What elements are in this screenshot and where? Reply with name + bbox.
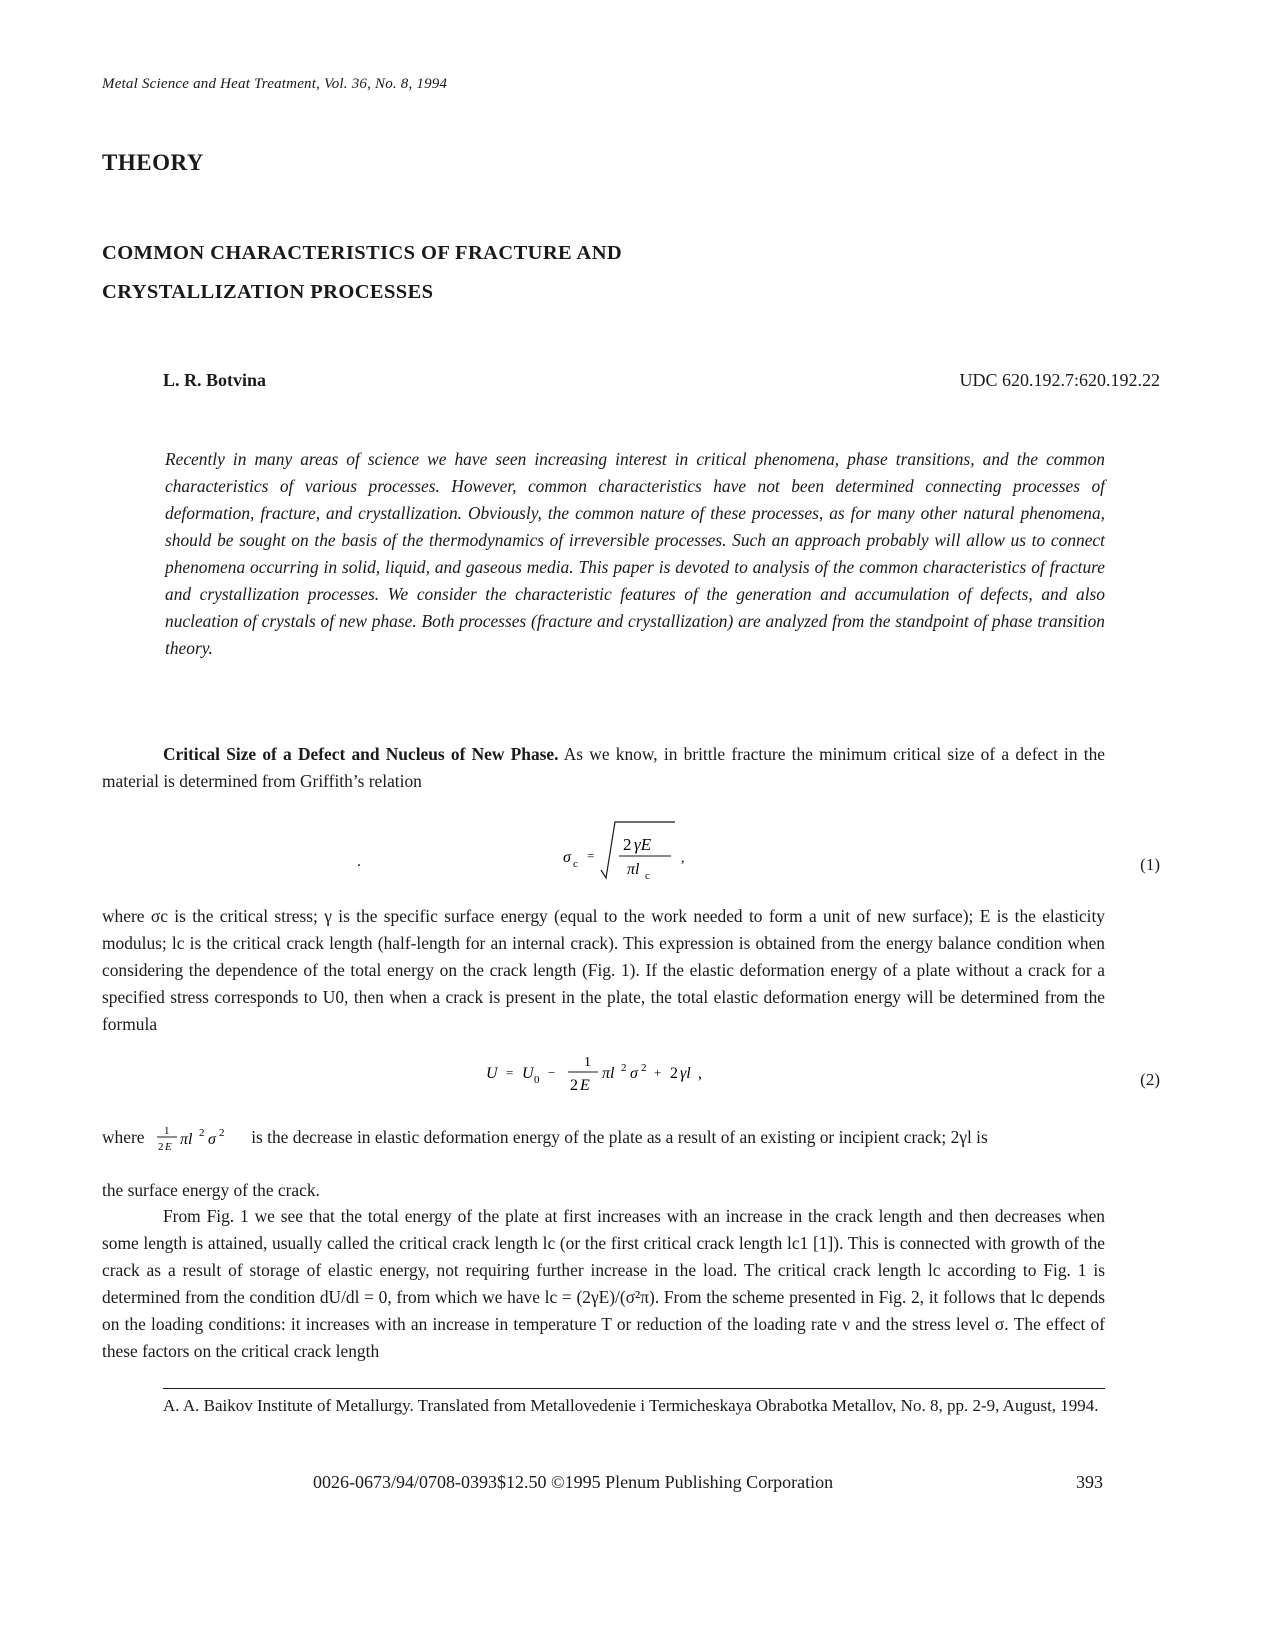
svg-text:E: E [580,1077,590,1094]
svg-text:E: E [164,1141,172,1153]
abstract: Recently in many areas of science we have seen increasing interest in critical phenomena, phase transitions, and the common characteristics of various processes. However, common characteristics have not been determined connecting processes of deformation, fracture, and crystallization. Obviously, the common nature of these processes, as for many other natural phenomena, should be sought on the basis of the thermodynamics of irreversible processes. Such an approach probably will allow us to connect phenomena occurring in solid, liquid, and gaseous media. This paper is devoted to analysis of the common characteristics of fracture and crystallization processes. We consider the characteristic features of the generation and accumulation of defects, and also nucleation of crystals of new phase. Both processes (fracture and crystallization) are analyzed from the standpoint of phase transition theory. [165,449,1105,658]
svg-text:2: 2 [218,1127,225,1139]
title-line-1: COMMON CHARACTERISTICS OF FRACTURE AND [102,242,623,264]
stray-dot: . [357,853,361,870]
svg-text:c: c [645,870,650,882]
subsection-heading: Critical Size of a Defect and Nucleus of New Phase. [163,744,559,764]
svg-text:γl: γl [680,1065,691,1082]
svg-text:πl: πl [179,1131,193,1148]
where-word: where [102,1127,145,1147]
svg-text:1: 1 [163,1125,170,1137]
equation-2-number: (2) [1140,1070,1160,1089]
paragraph-surface-energy: the surface energy of the crack. [102,1180,320,1200]
equation-1-number: (1) [1140,855,1160,874]
svg-text:2: 2 [570,1077,578,1094]
svg-text:2: 2 [621,1062,627,1074]
svg-text:1: 1 [584,1055,591,1070]
author-name: L. R. Botvina [163,370,267,390]
footnote-affiliation: A. A. Baikov Institute of Metallurgy. Translated from Metallovedenie i Termicheskaya Obrabotka Metallov, No. 8, pp. 2-9, August, 1994. [163,1396,1099,1415]
paragraph-energy-decrease [102,1122,1105,1156]
svg-text:,: , [681,851,685,866]
svg-text:+: + [654,1065,662,1080]
energy-decrease-text: is the decrease in elastic deformation energy of the plate as a result of an existing or incipient crack; 2γl is [251,1127,988,1147]
udc-code: UDC 620.192.7:620.192.22 [959,370,1160,390]
equation-1 [555,818,695,890]
footer-copyright: 0026-0673/94/0708-0393$12.50 ©1995 Plenum Publishing Corporation [313,1472,834,1492]
svg-text:γE: γE [634,835,652,854]
svg-text:2: 2 [670,1065,678,1082]
paragraph-griffith-explanation: where σc is the critical stress; γ is the specific surface energy (equal to the work needed to form a unit of new surface); E is the elasticity modulus; lc is the critical crack length (half-length for an internal crack). This expression is obtained from the energy balance condition when considering the dependence of the total energy on the crack length (Fig. 1). If the elastic deformation energy of a plate without a crack for a specified stress corresponds to U0, then when a crack is present in the plate, the total elastic deformation energy will be determined from the formula [102,906,1105,1034]
svg-text:σ: σ [207,1131,216,1148]
svg-text:,: , [698,1065,702,1082]
svg-text:2: 2 [623,835,632,854]
svg-text:−: − [548,1065,556,1080]
equation-2 [484,1050,744,1100]
svg-text:U: U [522,1065,534,1082]
paragraph-intro [102,741,1105,795]
section-heading: THEORY [102,150,204,175]
paragraph-intro-text: As we know, in brittle fracture the minimum critical size of a defect in the material is determined from Griffith’s relation [102,744,1106,791]
title-line-2: CRYSTALLIZATION PROCESSES [102,281,434,303]
svg-text:0: 0 [534,1074,540,1086]
svg-text:2: 2 [641,1062,647,1074]
footnote-rule [163,1388,1105,1389]
svg-text:σ: σ [630,1065,638,1082]
svg-text:c: c [573,858,578,870]
svg-text:πl: πl [602,1065,615,1082]
svg-text:2: 2 [198,1127,205,1139]
svg-text:πl: πl [627,861,640,878]
svg-text:U: U [486,1065,498,1082]
paragraph-critical-length: From Fig. 1 we see that the total energy of the plate at first increases with an increase in the crack length and then decreases when some length is attained, usually called the critical crack length lc (or the first critical crack length lc1 [1]). This is connected with growth of the crack as a result of storage of elastic energy, not requiring further increase in the load. The critical crack length lc according to Fig. 1 is determined from the condition dU/dl = 0, from which we have lc = (2γE)/(σ²π). From the scheme presented in Fig. 2, it follows that lc depends on the loading conditions: it increases with an increase in temperature T or reduction of the loading rate ν and the stress level σ. The effect of these factors on the critical crack length [102,1206,1105,1361]
journal-citation: Metal Science and Heat Treatment, Vol. 36, No. 8, 1994 [102,76,448,92]
inline-fraction-term [155,1122,241,1156]
article-title [102,234,622,312]
svg-text:=: = [587,848,595,863]
svg-text:σ: σ [563,849,571,866]
svg-text:2: 2 [157,1141,164,1153]
svg-text:=: = [506,1065,514,1080]
page-number: 393 [1076,1472,1103,1492]
